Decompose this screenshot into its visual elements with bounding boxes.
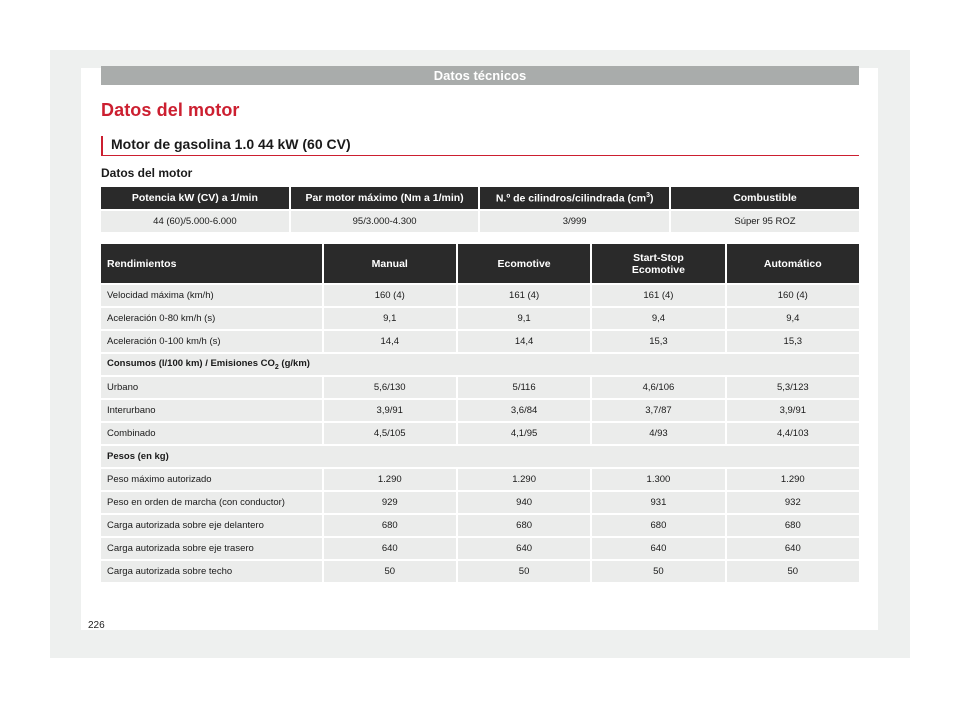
- cell-value: 4,6/106: [592, 377, 724, 398]
- section-title-bar: Datos técnicos: [101, 66, 859, 85]
- row-label: Velocidad máxima (km/h): [101, 285, 322, 306]
- cell-value: 1.300: [592, 469, 724, 490]
- cell-value: 3,6/84: [458, 400, 590, 421]
- engine-subheading: Motor de gasolina 1.0 44 kW (60 CV): [101, 136, 859, 156]
- table-header-row: [101, 187, 859, 209]
- cell-value: 640: [324, 538, 456, 559]
- row-label: Carga autorizada sobre eje delantero: [101, 515, 322, 536]
- page-number: 226: [88, 620, 105, 631]
- cell-value: 50: [458, 561, 590, 582]
- row-label: Urbano: [101, 377, 322, 398]
- page-title: Datos del motor: [101, 100, 240, 120]
- cell-value: 4/93: [592, 423, 724, 444]
- table-row: [101, 377, 859, 398]
- table-row: [101, 400, 859, 421]
- header-start-stop-line1: Start-Stop: [633, 251, 684, 264]
- header-start-stop-line2: Ecomotive: [631, 263, 685, 276]
- cell-value: 1.290: [458, 469, 590, 490]
- header-fuel: Combustible: [671, 187, 859, 209]
- cell-value: 929: [324, 492, 456, 513]
- group-row-consumo: [101, 354, 859, 375]
- header-cylinders-text: N.º de cilindros/cilindrada (cm: [495, 192, 647, 205]
- cell-value: 640: [727, 538, 859, 559]
- row-label: Peso en orden de marcha (con conductor): [101, 492, 322, 513]
- cell-value: 4,4/103: [727, 423, 859, 444]
- table-caption: Datos del motor: [101, 166, 193, 180]
- table-row: [101, 285, 859, 306]
- cell-value: 9,1: [458, 308, 590, 329]
- cell-value: 50: [324, 561, 456, 582]
- cell-value: 50: [727, 561, 859, 582]
- cell-value: 940: [458, 492, 590, 513]
- group-consumo-suffix: (g/km): [278, 358, 310, 370]
- cell-value: 4,1/95: [458, 423, 590, 444]
- cell-torque: 95/3.000-4.300: [291, 211, 479, 232]
- group-row-pesos: [101, 446, 859, 467]
- cell-value: 9,1: [324, 308, 456, 329]
- cell-value: 5,3/123: [727, 377, 859, 398]
- group-label-consumo: [101, 354, 859, 375]
- table-row: [101, 211, 859, 232]
- row-label: Carga autorizada sobre eje trasero: [101, 538, 322, 559]
- table-row: [101, 538, 859, 559]
- header-rendimientos: Rendimientos: [101, 244, 322, 283]
- cell-value: 680: [458, 515, 590, 536]
- header-cylinders: [480, 187, 669, 209]
- table-row: [101, 561, 859, 582]
- group-label-pesos: Pesos (en kg): [101, 446, 859, 467]
- cell-value: 9,4: [727, 308, 859, 329]
- cell-value: 14,4: [458, 331, 590, 352]
- row-label: Aceleración 0-100 km/h (s): [101, 331, 322, 352]
- header-cylinders-suffix: ): [650, 192, 654, 205]
- row-label: Combinado: [101, 423, 322, 444]
- cell-fuel: Súper 95 ROZ: [671, 211, 859, 232]
- header-ecomotive: Ecomotive: [458, 244, 590, 283]
- header-manual: Manual: [324, 244, 456, 283]
- table-row: [101, 308, 859, 329]
- table-row: [101, 331, 859, 352]
- cell-value: 9,4: [592, 308, 724, 329]
- header-torque: Par motor máximo (Nm a 1/min): [291, 187, 479, 209]
- cell-value: 50: [592, 561, 724, 582]
- cell-value: 160 (4): [727, 285, 859, 306]
- cell-value: 4,5/105: [324, 423, 456, 444]
- cell-value: 680: [727, 515, 859, 536]
- cell-cylinders: 3/999: [480, 211, 669, 232]
- group-consumo-sub: 2: [274, 363, 279, 371]
- engine-data-table: [99, 185, 861, 234]
- table-row: [101, 515, 859, 536]
- cell-value: 15,3: [592, 331, 724, 352]
- cell-value: 3,9/91: [727, 400, 859, 421]
- cell-value: 1.290: [727, 469, 859, 490]
- row-label: Carga autorizada sobre techo: [101, 561, 322, 582]
- cell-value: 3,9/91: [324, 400, 456, 421]
- cell-value: 5,6/130: [324, 377, 456, 398]
- cell-value: 160 (4): [324, 285, 456, 306]
- header-power: Potencia kW (CV) a 1/min: [101, 187, 289, 209]
- cell-value: 14,4: [324, 331, 456, 352]
- cell-value: 5/116: [458, 377, 590, 398]
- header-cylinders-sup: 3: [646, 191, 651, 199]
- cell-value: 931: [592, 492, 724, 513]
- cell-power: 44 (60)/5.000-6.000: [101, 211, 289, 232]
- cell-value: 640: [458, 538, 590, 559]
- cell-value: 3,7/87: [592, 400, 724, 421]
- row-label: Aceleración 0-80 km/h (s): [101, 308, 322, 329]
- row-label: Interurbano: [101, 400, 322, 421]
- cell-value: 932: [727, 492, 859, 513]
- cell-value: 640: [592, 538, 724, 559]
- table-row: [101, 469, 859, 490]
- performance-table: [99, 242, 861, 584]
- row-label: Peso máximo autorizado: [101, 469, 322, 490]
- header-start-stop-ecomotive: [592, 244, 724, 283]
- cell-value: 680: [592, 515, 724, 536]
- group-consumo-text: Consumos (l/100 km) / Emisiones CO: [107, 358, 275, 370]
- header-automatico: Automático: [727, 244, 859, 283]
- table-row: [101, 423, 859, 444]
- cell-value: 15,3: [727, 331, 859, 352]
- cell-value: 161 (4): [592, 285, 724, 306]
- table-header-row: [101, 244, 859, 283]
- cell-value: 680: [324, 515, 456, 536]
- cell-value: 161 (4): [458, 285, 590, 306]
- table-row: [101, 492, 859, 513]
- cell-value: 1.290: [324, 469, 456, 490]
